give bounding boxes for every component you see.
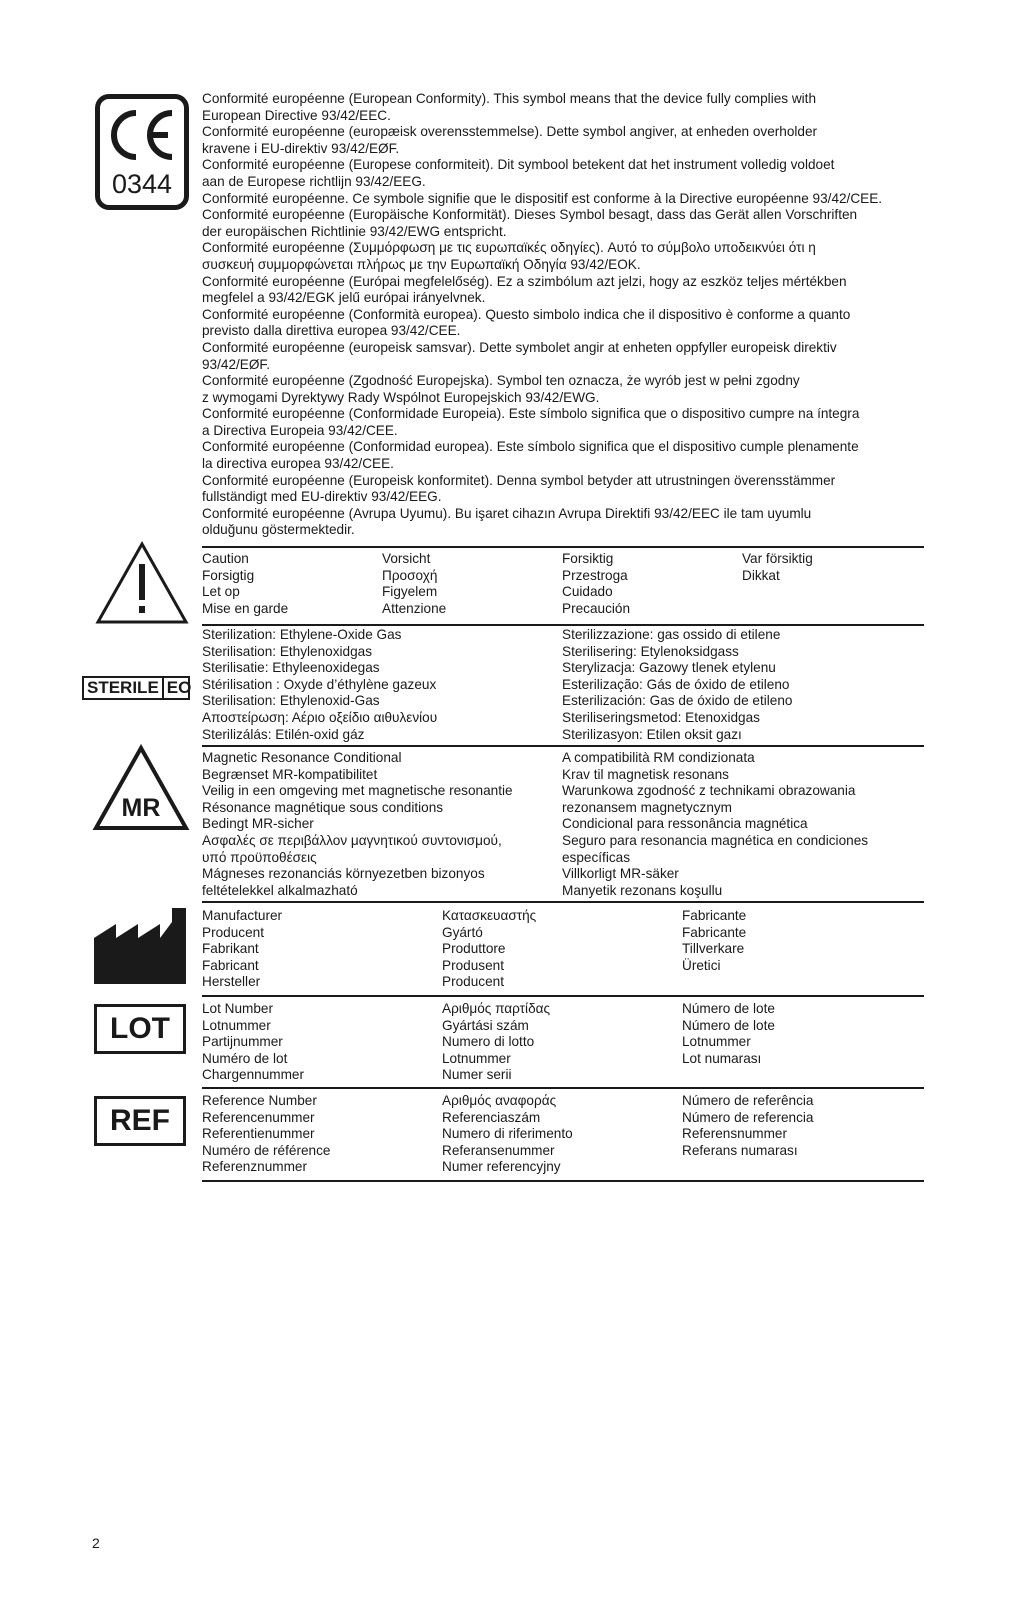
translation-item: Numer serii xyxy=(442,1067,512,1083)
translation-item: Gyártó xyxy=(442,924,483,940)
translation-item: Sterilization: Ethylene-Oxide Gas xyxy=(202,627,402,642)
translation-item: Producent xyxy=(442,974,504,990)
ce-text-line: Conformité européenne (Συμμόρφωση με τις ευρωπαϊκές οδηγίες). Αυτό το σύμβολο υποδεικνύει ότι η xyxy=(202,240,816,256)
ce-text-line: Conformité européenne (Zgodność Europejska). Symbol ten oznacza, że wyrób jest w pełni zgodny xyxy=(202,373,800,389)
ce-text-line: Conformité européenne (European Conformity). This symbol means that the device fully complies with xyxy=(202,91,817,106)
translation-item: Manyetik rezonans koşullu xyxy=(562,882,723,898)
ce-text-line: Conformité européenne (Conformidade Europeia). Este símbolo significa que o dispositivo cumpre na íntegra xyxy=(202,406,860,422)
caution-column xyxy=(742,551,813,584)
divider xyxy=(202,1087,924,1089)
translation-item: Chargennummer xyxy=(202,1067,304,1083)
translation-item: Fabricante xyxy=(682,908,747,923)
translation-item: Sterilizzazione: gas ossido di etilene xyxy=(562,627,781,642)
translation-item: Fabricant xyxy=(202,957,259,973)
translation-item: Lot Number xyxy=(202,1001,274,1016)
translation-item: Sterilisation: Ethylenoxidgas xyxy=(202,643,373,659)
translation-item: Seguro para resonancia magnética en condiciones xyxy=(562,832,869,848)
translation-item: Numéro de lot xyxy=(202,1050,288,1066)
ce-text-line: kravene i EU-direktiv 93/42/EØF. xyxy=(202,140,400,156)
lot-icon: LOT xyxy=(94,1004,186,1054)
translation-item: Sterilizasyon: Etilen oksit gazı xyxy=(562,726,742,742)
lot-translations xyxy=(202,1001,924,1087)
ce-text-line: fullständigt med EU-direktiv 93/42/EEG. xyxy=(202,489,442,505)
translation-item: Forsigtig xyxy=(202,567,255,583)
ce-text-line: Conformité européenne (Conformidad europea). Este símbolo significa que el dispositivo cumple plenamente xyxy=(202,439,859,455)
divider xyxy=(202,745,924,747)
translation-item: Reference Number xyxy=(202,1093,317,1108)
translation-item: Sterilisatie: Ethyleenoxidegas xyxy=(202,660,380,676)
ce-text-line: Conformité européenne (europeisk samsvar). Dette symbolet angir at enheten oppfyller europeisk direktiv xyxy=(202,339,837,355)
translation-item: Fabrikant xyxy=(202,941,259,957)
divider xyxy=(202,624,924,626)
translation-item: Warunkowa zgodność z technikami obrazowania xyxy=(562,783,856,799)
ref-column xyxy=(442,1093,573,1176)
ref-column xyxy=(682,1093,813,1159)
ce-text-line: la directiva europea 93/42/CEE. xyxy=(202,456,394,472)
ce-text-line: megfelel a 93/42/EGK jelű európai irányelvnek. xyxy=(202,290,486,306)
ce-text-line: Conformité européenne (Europeisk konformitet). Denna symbol betyder att utrustningen överensstämmer xyxy=(202,472,836,488)
translation-item: Vorsicht xyxy=(382,551,431,566)
translation-item: Villkorligt MR-säker xyxy=(562,866,679,882)
translation-item: Referentienummer xyxy=(202,1126,315,1142)
mr-column xyxy=(202,750,513,899)
ce-text-line: 93/42/EØF. xyxy=(202,356,271,372)
ce-letters-icon xyxy=(100,101,184,171)
translation-item: Var försiktig xyxy=(742,551,813,566)
caution-icon xyxy=(94,540,190,626)
ce-text-line: olduğunu göstermektedir. xyxy=(202,522,355,538)
translation-item: Dikkat xyxy=(742,567,780,583)
translation-item: Referenznummer xyxy=(202,1159,308,1175)
sterile-label: STERILE xyxy=(84,678,164,698)
translation-item: Przestroga xyxy=(562,567,628,583)
translation-item: Cuidado xyxy=(562,584,613,600)
translation-item: Figyelem xyxy=(382,584,438,600)
translation-item: Condicional para ressonância magnética xyxy=(562,816,808,832)
translation-item: Veilig in een omgeving met magnetische resonantie xyxy=(202,783,513,799)
ce-text-line: Conformité européenne (Europäische Konformität). Dieses Symbol besagt, dass das Gerät allen Vorschriften xyxy=(202,207,858,223)
ref-icon: REF xyxy=(94,1096,186,1146)
translation-item: υπό προϋποθέσεις xyxy=(202,849,317,865)
translation-item: Sterilizálás: Etilén-oxid gáz xyxy=(202,726,365,742)
divider xyxy=(202,901,924,903)
translation-item: Üretici xyxy=(682,957,721,973)
mr-label: MR xyxy=(121,794,161,822)
translation-item: Referenciaszám xyxy=(442,1109,541,1125)
translation-item: Begrænset MR-kompatibilitet xyxy=(202,766,378,782)
translation-item: Forsiktig xyxy=(562,551,614,566)
translation-item: Sterilisering: Etylenoksidgass xyxy=(562,643,739,659)
translation-item: Produttore xyxy=(442,941,506,957)
translation-item: Stérilisation : Oxyde d’éthylène gazeux xyxy=(202,676,437,692)
sterilization-translations xyxy=(202,627,924,745)
manufacturer-translations xyxy=(202,908,924,994)
ce-text-line: aan de Europese richtlijn 93/42/EEG. xyxy=(202,173,426,189)
translation-item: Αποστείρωση: Αέριο οξείδιο αιθυλενίου xyxy=(202,709,438,725)
ce-text-line: Conformité européenne (Európai megfelelőség). Ez a szimbólum azt jelzi, hogy az eszköz teljes mértékben xyxy=(202,273,847,289)
lot-column xyxy=(442,1001,550,1084)
translation-item: Partijnummer xyxy=(202,1034,283,1050)
sterile-column xyxy=(562,627,792,743)
translation-item: Sterylizacja: Gazowy tlenek etylenu xyxy=(562,660,776,676)
lot-column xyxy=(682,1001,775,1067)
caution-column xyxy=(562,551,630,617)
translation-item: Esterilização: Gás de óxido de etileno xyxy=(562,676,790,692)
translation-item: Numer referencyjny xyxy=(442,1159,561,1175)
translation-item: rezonansem magnetycznym xyxy=(562,799,732,815)
translation-item: específicas xyxy=(562,849,631,865)
translation-item: Número de referencia xyxy=(682,1109,814,1125)
translation-item: A compatibilità RM condizionata xyxy=(562,750,755,765)
translation-item: Fabricante xyxy=(682,924,747,940)
translation-item: Referansenummer xyxy=(442,1142,555,1158)
ce-text-line: Conformité européenne (Conformità europea). Questo simbolo indica che il dispositivo è conforme a quanto xyxy=(202,306,851,322)
translation-item: Προσοχή xyxy=(382,567,438,583)
translation-item: Producent xyxy=(202,924,264,940)
ce-description xyxy=(202,91,924,539)
translation-item: Referencenummer xyxy=(202,1109,315,1125)
translation-item: Referans numarası xyxy=(682,1142,798,1158)
translation-item: Precaución xyxy=(562,600,631,616)
caution-column xyxy=(382,551,446,617)
translation-item: Número de referência xyxy=(682,1093,814,1108)
ce-text-line: der europäischen Richtlinie 93/42/EWG entspricht. xyxy=(202,223,507,239)
translation-item: Número de lote xyxy=(682,1017,775,1033)
translation-item: Lot numarası xyxy=(682,1050,762,1066)
translation-item: Let op xyxy=(202,584,240,600)
ce-text-line: European Directive 93/42/EEC. xyxy=(202,107,391,123)
page-number: 2 xyxy=(92,1535,100,1551)
translation-item: Résonance magnétique sous conditions xyxy=(202,799,444,815)
eo-label: EO xyxy=(166,678,192,697)
ref-translations xyxy=(202,1093,924,1179)
ce-mark-icon xyxy=(95,94,189,210)
ce-text-line: Conformité européenne (Avrupa Uyumu). Bu işaret cihazın Avrupa Direktifi 93/42/EEC ile tam uyumlu xyxy=(202,505,812,521)
lot-column xyxy=(202,1001,304,1084)
translation-item: Ασφαλές σε περιβάλλον μαγνητικού συντονισμού, xyxy=(202,832,502,848)
translation-item: Numero di riferimento xyxy=(442,1126,573,1142)
notified-body-number: 0344 xyxy=(111,169,173,199)
translation-item: Magnetic Resonance Conditional xyxy=(202,750,402,765)
translation-item: Krav til magnetisk resonans xyxy=(562,766,729,782)
translation-item: Numéro de référence xyxy=(202,1142,331,1158)
mr-column xyxy=(562,750,868,899)
translation-item: Manufacturer xyxy=(202,908,283,923)
ce-text-line: Conformité européenne (Europese conformiteit). Dit symbool betekent dat het instrument volledig voldoet xyxy=(202,157,835,173)
translation-item: Produsent xyxy=(442,957,504,973)
divider xyxy=(202,1180,924,1182)
manufacturer-column xyxy=(682,908,746,974)
translation-item: Numero di lotto xyxy=(442,1034,535,1050)
translation-item: Steriliseringsmetod: Etenoxidgas xyxy=(562,709,760,725)
translation-item: Attenzione xyxy=(382,600,447,616)
divider xyxy=(202,995,924,997)
translation-item: Mágneses rezonanciás környezetben bizonyos xyxy=(202,866,485,882)
translation-item: Bedingt MR-sicher xyxy=(202,816,314,832)
caution-translations xyxy=(202,551,924,621)
translation-item: Κατασκευαστής xyxy=(442,908,537,923)
translation-item: Sterilisation: Ethylenoxid-Gas xyxy=(202,693,380,709)
translation-item: Lotnummer xyxy=(682,1034,751,1050)
translation-item: Número de lote xyxy=(682,1001,775,1016)
mr-translations xyxy=(202,750,924,900)
ce-text-line: Conformité européenne (europæisk overensstemmelse). Dette symbol angiver, at enheden overholder xyxy=(202,124,818,140)
translation-item: feltételekkel alkalmazható xyxy=(202,882,358,898)
divider xyxy=(202,546,924,548)
translation-item: Tillverkare xyxy=(682,941,745,957)
translation-item: Hersteller xyxy=(202,974,261,990)
translation-item: Gyártási szám xyxy=(442,1017,529,1033)
caution-column xyxy=(202,551,288,617)
translation-item: Lotnummer xyxy=(202,1017,271,1033)
ref-column xyxy=(202,1093,330,1176)
translation-item: Αριθμός παρτίδας xyxy=(442,1001,551,1016)
manufacturer-column xyxy=(442,908,536,991)
translation-item: Lotnummer xyxy=(442,1050,511,1066)
ce-text-line: συσκευή συμμορφώνεται πλήρως με την Ευρωπαϊκή Οδηγία 93/42/ΕΟΚ. xyxy=(202,256,641,272)
ce-text-line: previsto dalla direttiva europea 93/42/CEE. xyxy=(202,323,461,339)
translation-item: Mise en garde xyxy=(202,600,289,616)
manufacturer-icon xyxy=(94,908,190,984)
ce-text-line: z wymogami Dyrektywy Rady Wspólnot Europejskich 93/42/EWG. xyxy=(202,389,600,405)
translation-item: Referensnummer xyxy=(682,1126,788,1142)
ce-text-line: Conformité européenne. Ce symbole signifie que le dispositif est conforme à la Directive européenne 93/42/CEE. xyxy=(202,190,883,206)
translation-item: Esterilización: Gas de óxido de etileno xyxy=(562,693,793,709)
sterile-eo-icon xyxy=(82,676,190,700)
manufacturer-column xyxy=(202,908,282,991)
translation-item: Αριθμός αναφοράς xyxy=(442,1093,557,1108)
translation-item: Caution xyxy=(202,551,249,566)
sterile-column xyxy=(202,627,437,743)
ce-text-line: a Directiva Europeia 93/42/CEE. xyxy=(202,422,398,438)
